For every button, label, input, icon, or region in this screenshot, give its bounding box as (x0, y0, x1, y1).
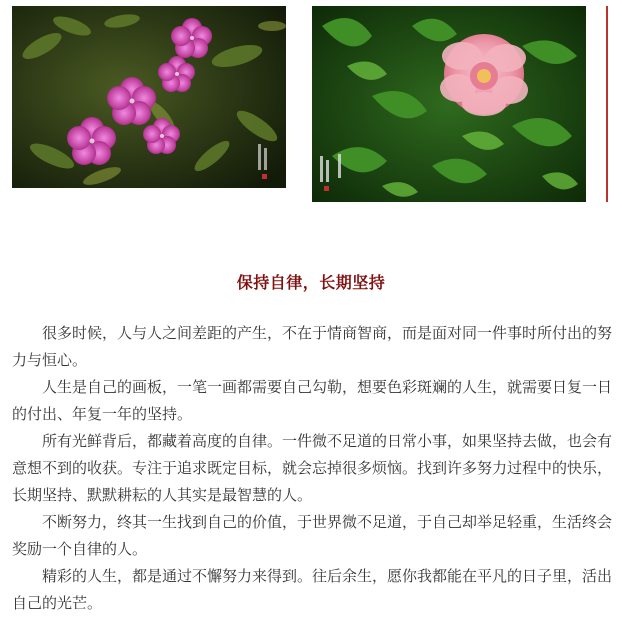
paragraph: 不断努力，终其一生找到自己的价值，于世界微不足道，于自己却举足轻重，生活终会奖励一个自律的人。 (12, 513, 613, 558)
paragraph: 所有光鲜背后，都藏着高度的自律。一件微不足道的日常小事，如果坚持去做，也会有意想不到的收获。专注于追求既定目标，就会忘掉很多烦恼。找到许多努力过程中的快乐，长期坚持、默默耕耘的人其实是最智慧的人。 (12, 432, 613, 504)
article-body (12, 320, 612, 617)
paragraph: 人生是自己的画板，一笔一画都需要自己勾勒，想要色彩斑斓的人生，就需要日复一日的付出、年复一年的坚持。 (12, 378, 613, 423)
article-heading: 保持自律，长期坚持 (236, 273, 386, 292)
accent-divider (606, 6, 608, 202)
peony-photo (312, 6, 586, 202)
azalea-photo (12, 6, 286, 188)
paragraph: 很多时候，人与人之间差距的产生，不在于情商智商，而是面对同一件事时所付出的努力与恒心。 (12, 324, 613, 369)
paragraph: 精彩的人生，都是通过不懈努力来得到。往后余生，愿你我都能在平凡的日子里，活出自己的光芒。 (12, 567, 613, 612)
